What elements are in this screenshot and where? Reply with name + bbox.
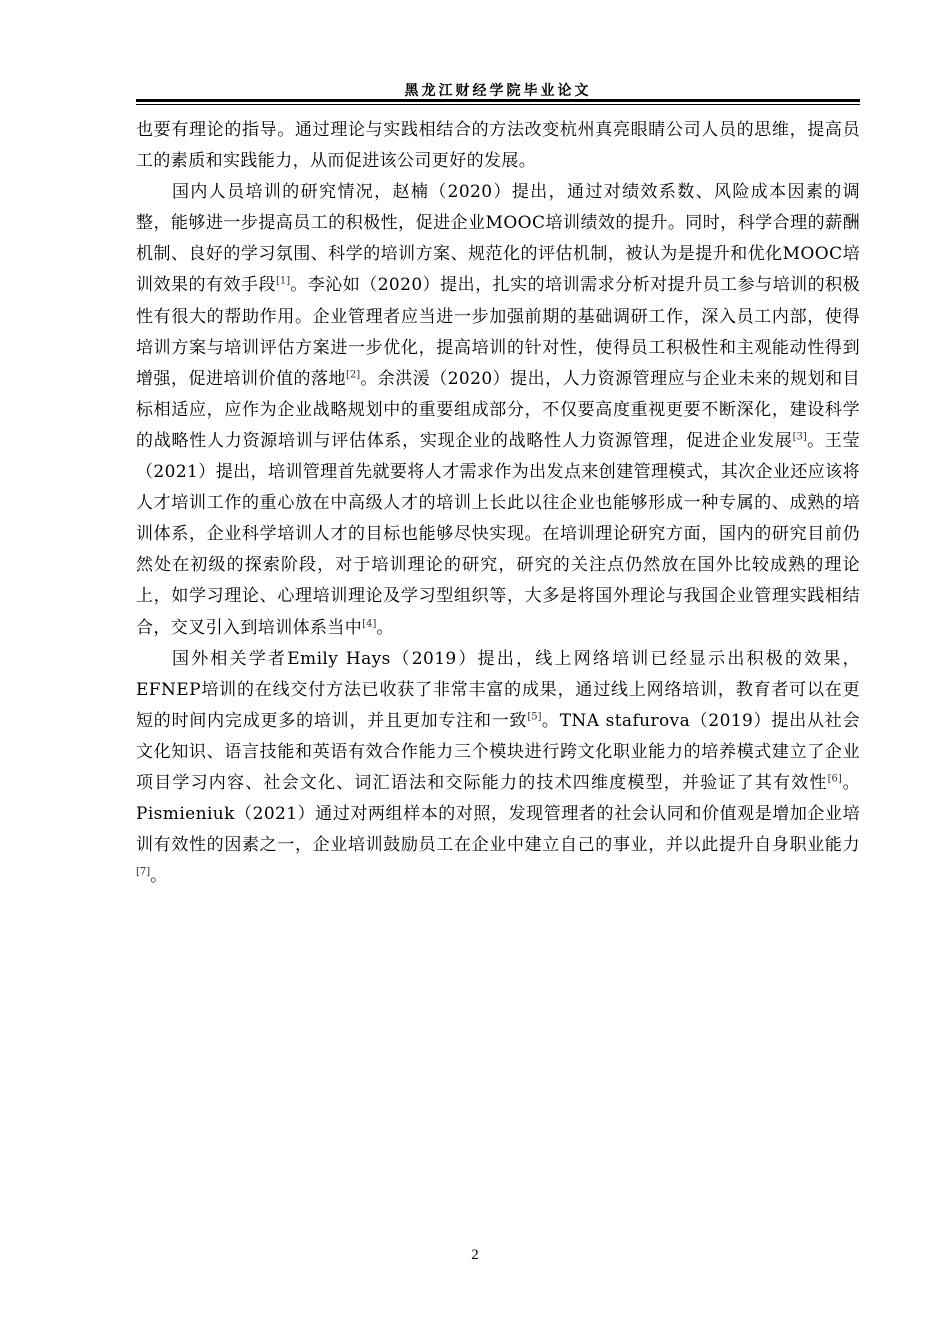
text-segment: 也要有理论的指导。通过理论与实践相结合的方法改变杭州真亮眼睛公司人员的思维，提高员工的素质和实践能力，从而促进该公司更好的发展。 [136,120,860,172]
citation-marker: [6] [827,773,842,785]
citation-marker: [2] [345,369,361,381]
paragraph-continued [136,115,860,177]
header-rule-thick [136,99,860,102]
citation-marker: [3] [792,431,807,443]
running-header: 黑龙江财经学院毕业论文 [404,83,592,99]
text-segment: 。Pismieniuk（2021）通过对两组样本的对照，发现管理者的社会认同和价值观是增加企业培训有效性的因素之一，企业培训鼓励员工在企业中建立自己的事业，并以此提升自身职业能力 [136,772,860,856]
paragraph-domestic-research [136,177,860,643]
text-segment: 。TNA stafurova（2019）提出从社会文化知识、语言技能和英语有效合作能力三个模块进行跨文化职业能力的培养模式建立了企业项目学习内容、社会文化、词汇语法和交际能力的技术四维度模型，并验证了其有效性 [136,710,860,793]
citation-marker: [4] [362,617,377,629]
citation-marker: [5] [527,711,542,723]
paragraph-foreign-research [136,644,860,893]
text-segment: 。余洪湲（2020）提出，人力资源管理应与企业未来的规划和目标相适应，应作为企业战略规划中的重要组成部分，不仅要高度重视更要不断深化，建设科学的战略性人力资源培训与评估体系，实现企业的战略性人力资源管理，促进企业发展 [136,368,860,451]
text-segment: 。 [150,866,168,887]
text-segment: 。李沁如（2020）提出，扎实的培训需求分析对提升员工参与培训的积极性有很大的帮助作用。企业管理者应当进一步加强前期的基础调研工作，深入员工内部，使得培训方案与培训评估方案进一步优化，提高培训的针对性，使得员工积极性和主观能动性得到增强，促进培训价值的落地 [136,275,860,389]
citation-marker: [1] [275,275,291,287]
page-number: 2 [471,1247,479,1263]
text-segment: 国内人员培训的研究情况，赵楠（2020）提出，通过对绩效系数、风险成本因素的调整，能够进一步提高员工的积极性，促进企业MOOC培训绩效的提升。同时，科学合理的薪酬机制、良好的学习氛围、科学的培训方案、规范化的评估机制，被认为是提升和优化MOOC培训效果的有效手段 [136,182,860,296]
citation-marker: [7] [136,866,151,878]
text-segment: 。王莹（2021）提出，培训管理首先就要将人才需求作为出发点来创建管理模式，其次企业还应该将人才培训工作的重心放在中高级人才的培训上长此以往企业也能够形成一种专属的、成熟的培训体系，企业科学培训人才的目标也能够尽快实现。在培训理论研究方面，国内的研究目前仍然处在初级的探索阶段，对于培训理论的研究，研究的关注点仍然放在国外比较成熟的理论上，如学习理论、心理培训理论及学习型组织等，大多是将国外理论与我国企业管理实践相结合，交叉引入到培训体系当中 [136,430,860,638]
text-segment: 国外相关学者Emily Hays（2019）提出，线上网络培训已经显示出积极的效果，EFNEP培训的在线交付方法已收获了非常丰富的成果，通过线上网络培训，教育者可以在更短的时间内完成更多的培训，并且更加专注和一致 [136,648,860,731]
header-rule-thin [136,104,860,105]
body-text [136,115,860,892]
text-segment: 。 [376,617,394,638]
